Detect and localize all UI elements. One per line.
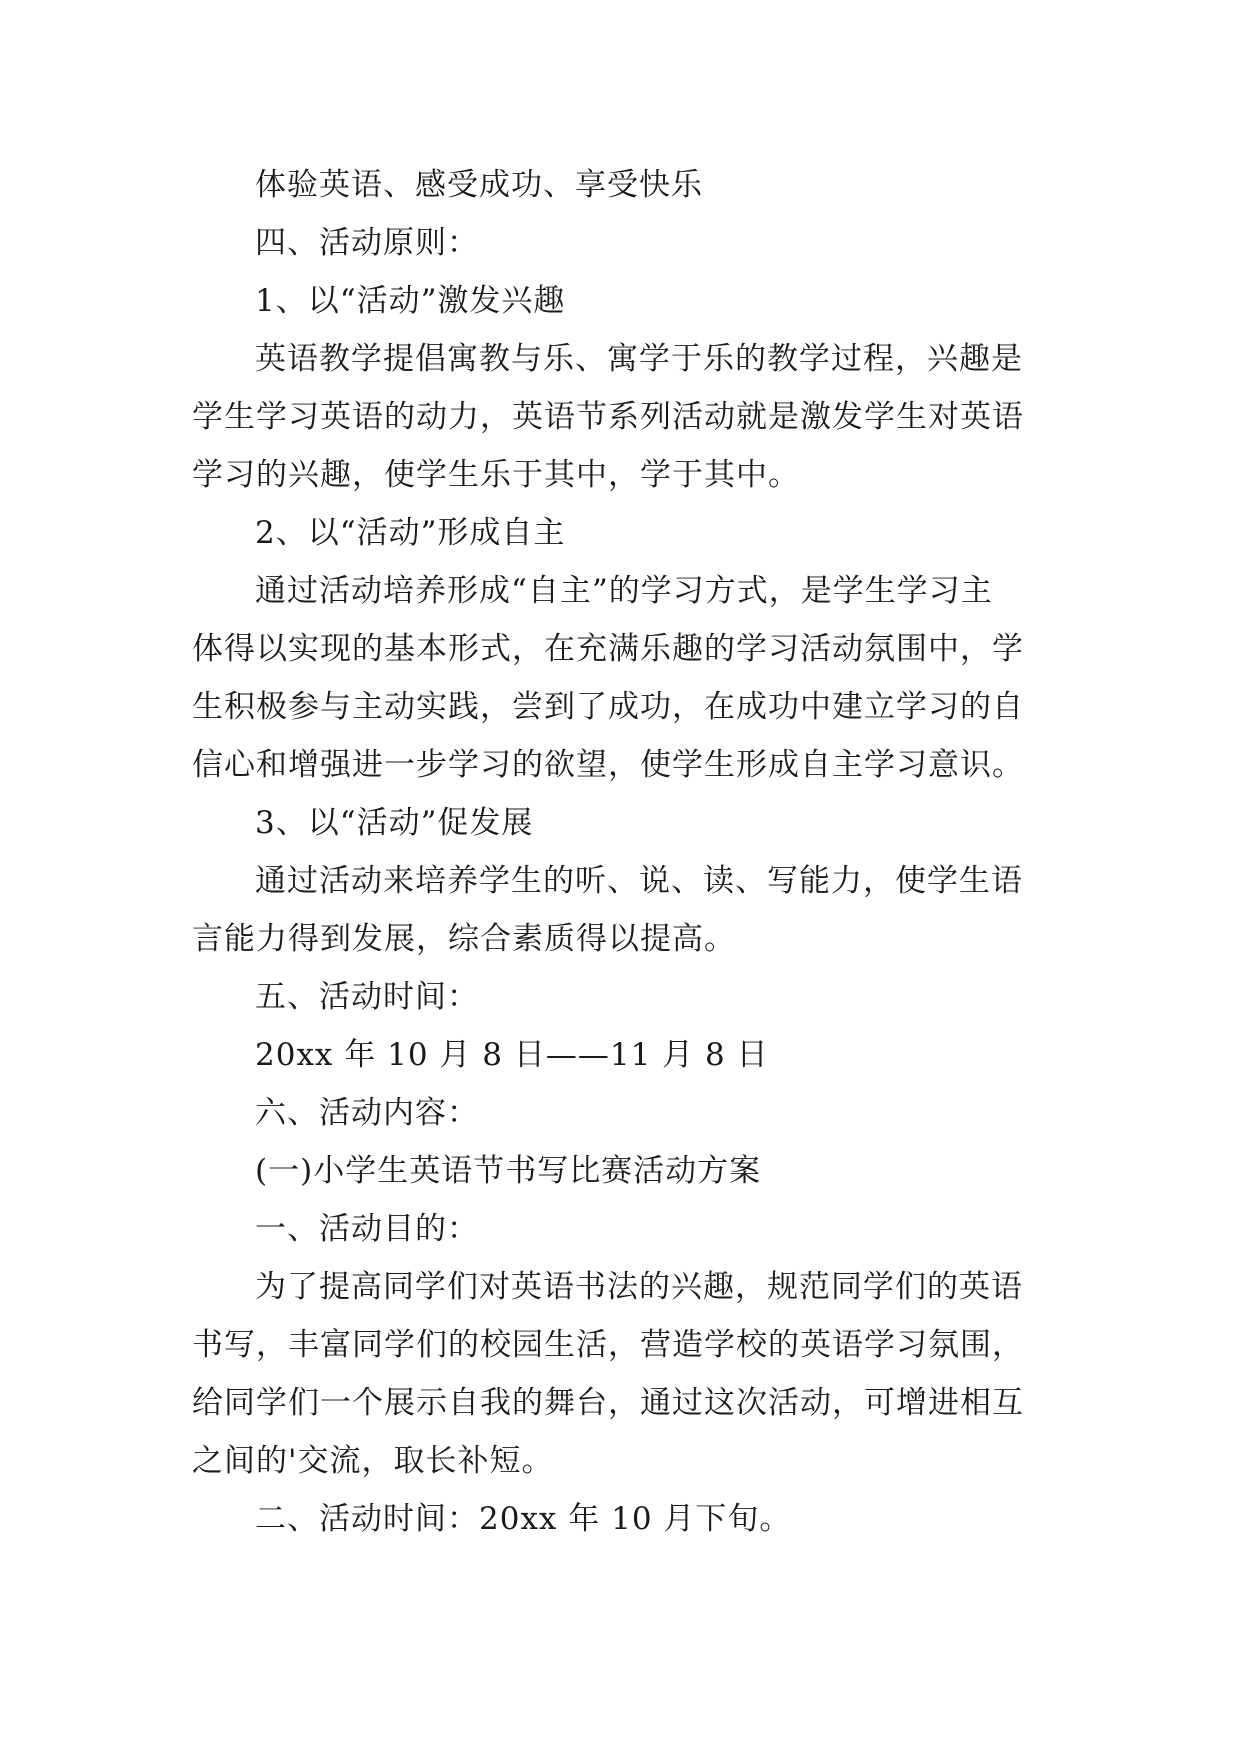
text-line: 之间的'交流，取长补短。 (192, 1443, 554, 1479)
section-heading: 六、活动内容： (255, 1095, 479, 1131)
text-line: 信心和增强进一步学习的欲望，使学生形成自主学习意识。 (192, 747, 1024, 783)
text-line: 学生学习英语的动力，英语节系列活动就是激发学生对英语 (192, 399, 1024, 435)
subsection-heading: 1、以“活动”激发兴趣 (255, 283, 566, 319)
text-line: 为了提高同学们对英语书法的兴趣，规范同学们的英语 (255, 1269, 1023, 1305)
subsection-heading: 3、以“活动”促发展 (255, 805, 534, 841)
text-line: 体验英语、感受成功、享受快乐 (255, 167, 703, 203)
text-line: 通过活动来培养学生的听、说、读、写能力，使学生语 (255, 863, 1023, 899)
section-heading: 二、活动时间：20xx 年 10 月下旬。 (255, 1501, 792, 1537)
document-page (192, 156, 1057, 1548)
text-line: 给同学们一个展示自我的舞台，通过这次活动，可增进相互 (192, 1385, 1024, 1421)
text-line: 书写，丰富同学们的校园生活，营造学校的英语学习氛围， (192, 1327, 1024, 1363)
text-line: 通过活动培养形成“自主”的学习方式，是学生学习主 (255, 573, 993, 609)
text-line: 生积极参与主动实践，尝到了成功，在成功中建立学习的自 (192, 689, 1024, 725)
text-line: 言能力得到发展，综合素质得以提高。 (192, 921, 736, 957)
section-heading: 五、活动时间： (255, 979, 479, 1015)
text-line: 体得以实现的基本形式，在充满乐趣的学习活动氛围中，学 (192, 631, 1024, 667)
subsection-heading: 2、以“活动”形成自主 (255, 515, 566, 551)
section-heading: 四、活动原则： (255, 225, 479, 261)
section-heading: 一、活动目的： (255, 1211, 479, 1247)
text-line: 20xx 年 10 月 8 日——11 月 8 日 (255, 1037, 769, 1073)
subsection-heading: (一)小学生英语节书写比赛活动方案 (255, 1153, 762, 1189)
text-line: 学习的兴趣，使学生乐于其中，学于其中。 (192, 457, 800, 493)
text-line: 英语教学提倡寓教与乐、寓学于乐的教学过程，兴趣是 (255, 341, 1023, 377)
